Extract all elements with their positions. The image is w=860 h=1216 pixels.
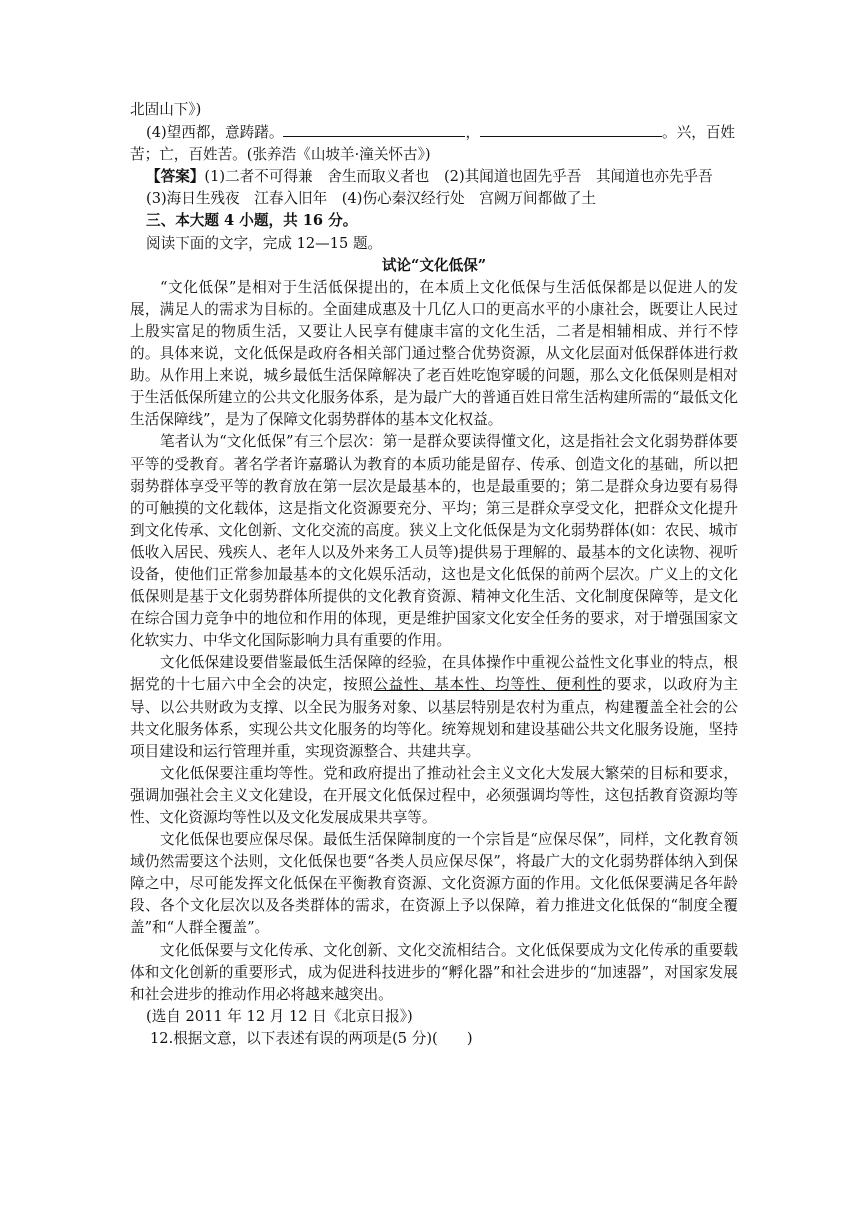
answer-line-1: (1)二者不可得兼 舍生而取义者也 (2)其闻道也固先乎吾 其闻道也亦先乎吾 [204, 168, 713, 186]
paragraph-3-text-b: 的要求，以政府为主导、以公共财政为支撑、以全民为服务对象、以基层特别是农村为重点，构建覆盖全社会的公共文化服务体系，实现公共文化服务的均等化。统筹规划和建设基础公共文化服务设施，坚持项目建设和运行管理并重，实现资源整合、共建共享。 [130, 676, 738, 760]
item-4-comma: ， [465, 124, 481, 142]
prev-line: 北固山下》) [130, 101, 202, 118]
answer-label: 【答案】 [146, 168, 205, 186]
article-paragraph-3 [130, 652, 738, 762]
article-paragraph-4: 文化低保要注重均等性。党和政府提出了推动社会主义文化大发展大繁荣的目标和要求，强调加强社会主义文化建设，在开展文化低保过程中，必须强调均等性，这包括教育资源均等性、文化资源均等性以及文化发展成果共享等。 [130, 764, 738, 826]
article-title: 试论“文化低保” [381, 256, 487, 274]
answer-blank-1 [283, 121, 465, 137]
answer-blank-2 [480, 121, 662, 137]
section-instruction: 阅读下面的文字，完成 12—15 题。 [146, 234, 383, 252]
answer-block [130, 166, 738, 188]
article-paragraph-6: 文化低保要与文化传承、文化创新、文化交流相结合。文化低保要成为文化传承的重要载体和文化创新的重要形式，成为促进科技进步的“孵化器”和社会进步的“加速器”，对国家发展和社会进步的推动作用必将越来越突出。 [130, 941, 738, 1003]
question-12: 12.根据文意，以下表述有误的两项是(5 分)( ) [150, 1029, 473, 1047]
article-paragraph-1: “文化低保”是相对于生活低保提出的，在本质上文化低保与生活低保都是以促进人的发展，满足人的需求为目标的。全面建成惠及十几亿人口的更高水平的小康社会，既要让人民过上殷实富足的物质生活，又要让人民享有健康丰富的文化生活，二者是相辅相成、并行不悖的。具体来说，文化低保是政府各相关部门通过整合优势资源，从文化层面对低保群体进行救助。从作用上来说，城乡最低生活保障解决了老百姓吃饱穿暖的问题，那么文化低保则是相对于生活低保所建立的公共文化服务体系，是为最广大的普通百姓日常生活构建所需的“最低文化生活保障线”，是为了保障文化弱势群体的基本文化权益。 [130, 278, 738, 429]
answer-line-2: (3)海日生残夜 江春入旧年 (4)伤心秦汉经行处 宫阙万间都做了土 [146, 190, 596, 208]
paragraph-3-text-a: 文化低保建设要借鉴最低生活保障的经验，在具体操作中重视公益性文化事业的特点，根据党的十七届六中全会的决定，按照 [130, 654, 738, 694]
article-paragraph-5: 文化低保也要应保尽保。最低生活保障制度的一个宗旨是“应保尽保”，同样，文化教育领域仍然需要这个法则，文化低保也要“各类人员应保尽保”，将最广大的文化弱势群体纳入到保障之中，尽可能发挥文化低保在平衡教育资源、文化资源方面的作用。文化低保要满足各年龄段、各个文化层次以及各类群体的需求，在资源上予以保障，着力推进文化低保的“制度全覆盖”和“人群全覆盖”。 [130, 831, 738, 937]
section-heading: 三、本大题 4 小题，共 16 分。 [146, 212, 358, 230]
article-source: (选自 2011 年 12 月 12 日《北京日报》) [146, 1007, 413, 1025]
paragraph-3-underlined: 公益性、基本性、均等性、便利性 [373, 676, 602, 694]
item-4-text: (4)望西都，意踌躇。 [146, 124, 284, 142]
item-4 [130, 121, 738, 144]
article-paragraph-2: 笔者认为“文化低保”有三个层次：第一是群众要读得懂文化，这是指社会文化弱势群体要平等的受教育。著名学者许嘉璐认为教育的本质功能是留存、传承、创造文化的基础，所以把弱势群体享受平等的教育放在第一层次是最基本的，也是最重要的；第二是群众身边要有易得的可触摸的文化载体，这是指文化资源要充分、平均；第三是群众享受文化，把群众文化提升到文化传承、文化创新、文化交流的高度。狭义上文化低保是为文化弱势群体(如：农民、城市低收入居民、残疾人、老年人以及外来务工人员等)提供易于理解的、最基本的文化读物、视听设备，使他们正常参加最基本的文化娱乐活动，这也是文化低保的前两个层次。广义上的文化低保则是基于文化弱势群体所提供的文化教育资源、精神文化生活、文化制度保障等，是文化在综合国力竞争中的地位和作用的体现，更是维护国家文化安全任务的要求，对于增强国家文化软实力、中华文化国际影响力具有重要的作用。 [130, 433, 738, 650]
item-4-tail: 。兴，百姓 [662, 124, 736, 142]
item-4-cont: 苦；亡，百姓苦。(张养浩《山坡羊·潼关怀古》) [130, 146, 431, 164]
